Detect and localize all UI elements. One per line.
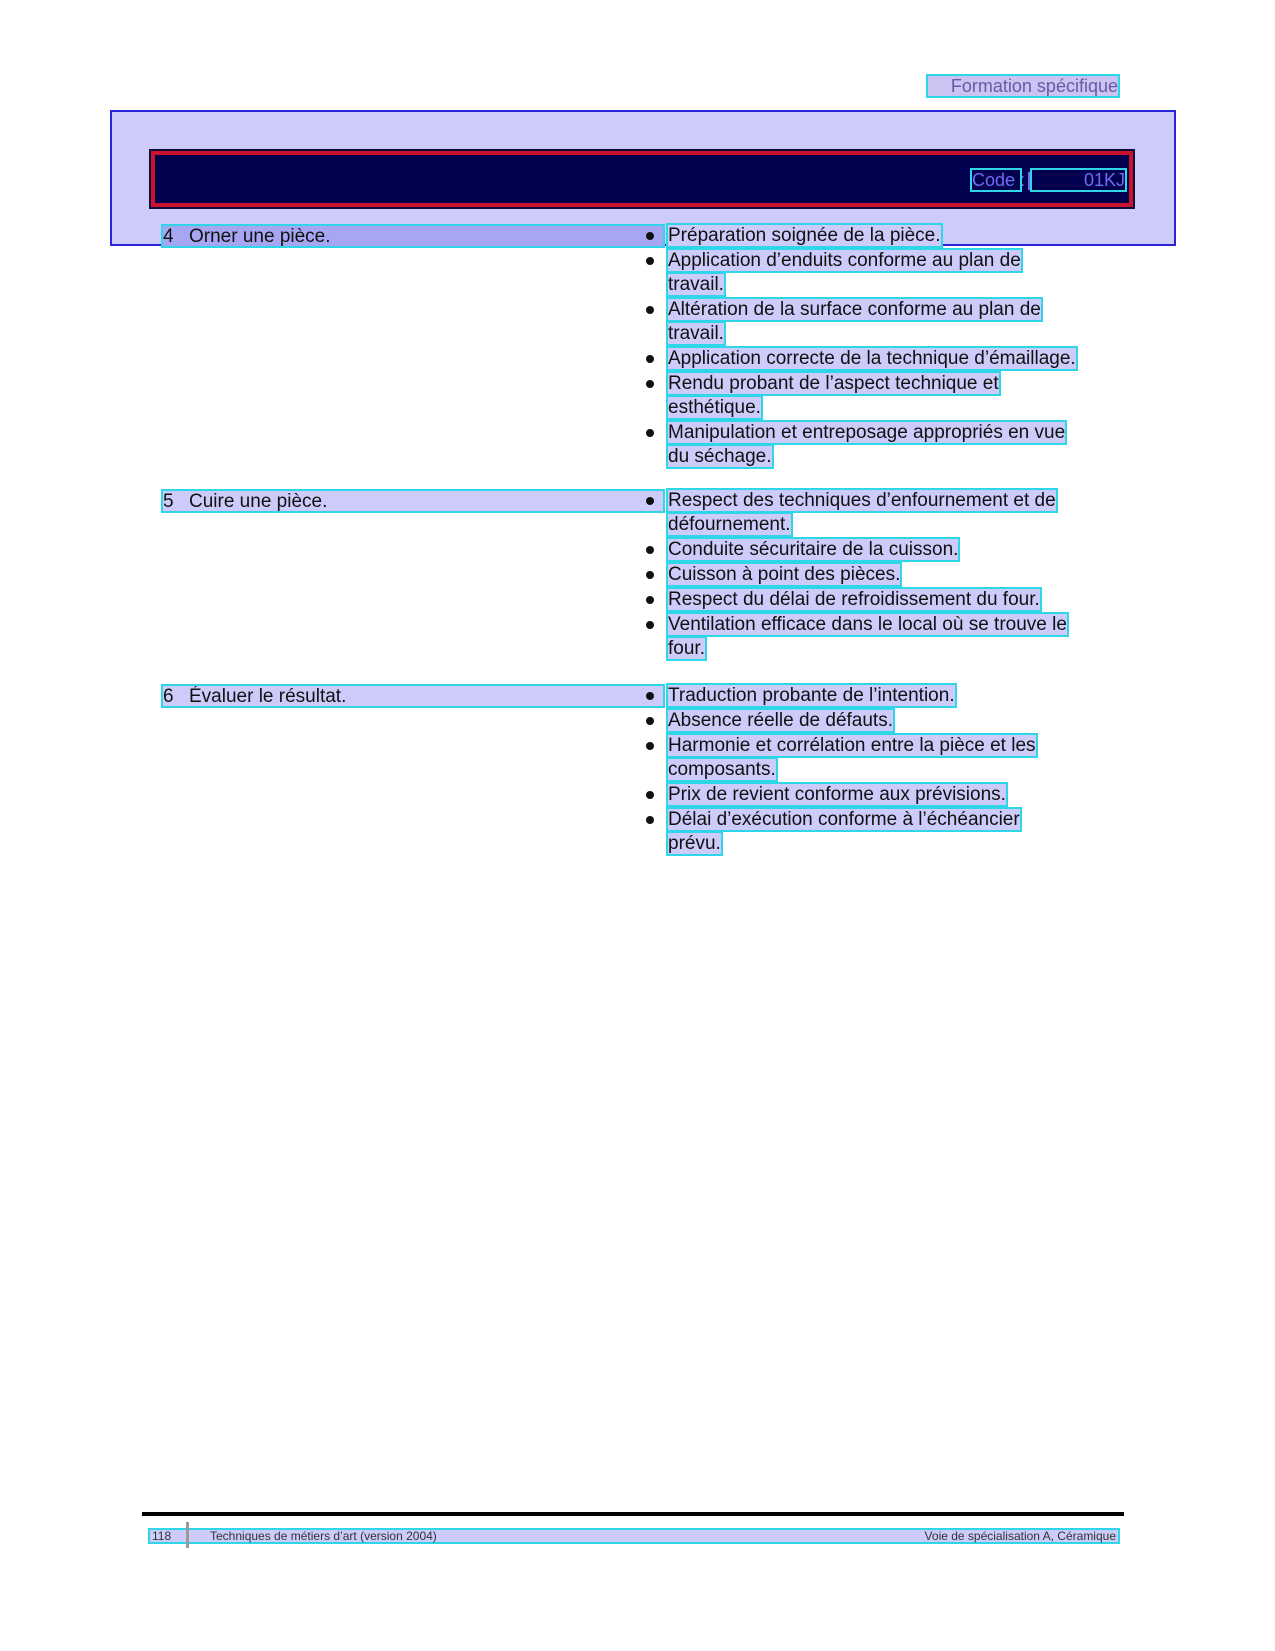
criterion-item-continuation: travail.	[668, 323, 724, 344]
criterion-item: Absence réelle de défauts.	[668, 710, 893, 731]
criterion-item-continuation: four.	[668, 638, 705, 659]
step-number: 5	[163, 491, 174, 512]
criterion-item: Conduite sécuritaire de la cuisson.	[668, 539, 959, 560]
criterion-item-continuation: composants.	[668, 759, 776, 780]
bullet-icon	[646, 571, 654, 579]
code-value: 01KJ	[1032, 170, 1125, 190]
step-title	[163, 686, 663, 706]
bullet-icon	[646, 621, 654, 629]
criterion-item: Rendu probant de l’aspect technique et	[668, 373, 999, 394]
bullet-icon	[646, 596, 654, 604]
bullet-icon	[646, 791, 654, 799]
bullet-icon	[646, 497, 654, 505]
step-label: Évaluer le résultat.	[189, 686, 347, 707]
criterion-item-continuation: esthétique.	[668, 397, 761, 418]
bullet-icon	[646, 717, 654, 725]
bullet-icon	[646, 257, 654, 265]
criterion-item-continuation: du séchage.	[668, 446, 772, 467]
footer	[150, 1530, 1118, 1542]
bullet-icon	[646, 546, 654, 554]
criterion-item: Délai d’exécution conforme à l’échéancier	[668, 809, 1020, 830]
footer-rule	[142, 1512, 1124, 1516]
footer-document-title: Techniques de métiers d’art (version 2004)	[210, 1529, 437, 1543]
criterion-item: Altération de la surface conforme au plan de	[668, 299, 1041, 320]
criterion-item: Traduction probante de l’intention.	[668, 685, 955, 706]
criterion-item: Préparation soignée de la pièce.	[668, 225, 941, 246]
step-number: 6	[163, 686, 174, 707]
page-header-title: Formation spécifique	[928, 76, 1118, 96]
criterion-item: Harmonie et corrélation entre la pièce et les	[668, 735, 1036, 756]
step-label: Orner une pièce.	[189, 226, 331, 247]
criterion-item: Respect des techniques d’enfournement et de	[668, 490, 1056, 511]
criterion-item: Prix de revient conforme aux prévisions.	[668, 784, 1006, 805]
code-label: Code :	[972, 170, 1026, 190]
criterion-item-continuation: défournement.	[668, 514, 791, 535]
criterion-item: Application d’enduits conforme au plan de	[668, 250, 1021, 271]
criterion-item: Ventilation efficace dans le local où se trouve le	[668, 614, 1067, 635]
code-separator	[1028, 172, 1030, 190]
footer-separator	[186, 1522, 189, 1548]
criterion-item: Application correcte de la technique d’émaillage.	[668, 348, 1076, 369]
step-number: 4	[163, 226, 174, 247]
bullet-icon	[646, 692, 654, 700]
bullet-icon	[646, 429, 654, 437]
step-title	[163, 226, 663, 246]
bullet-icon	[646, 232, 654, 240]
footer-specialisation: Voie de spécialisation A, Céramique	[924, 1529, 1116, 1543]
bullet-icon	[646, 816, 654, 824]
footer-page-number: 118	[152, 1529, 172, 1543]
bullet-icon	[646, 306, 654, 314]
criterion-item-continuation: travail.	[668, 274, 724, 295]
criterion-item: Respect du délai de refroidissement du four.	[668, 589, 1040, 610]
criterion-item: Manipulation et entreposage appropriés en vue	[668, 422, 1066, 443]
step-title	[163, 491, 663, 511]
bullet-icon	[646, 355, 654, 363]
bullet-icon	[646, 742, 654, 750]
criterion-item-continuation: prévu.	[668, 833, 721, 854]
bullet-icon	[646, 380, 654, 388]
criterion-item: Cuisson à point des pièces.	[668, 564, 901, 585]
step-label: Cuire une pièce.	[189, 491, 328, 512]
